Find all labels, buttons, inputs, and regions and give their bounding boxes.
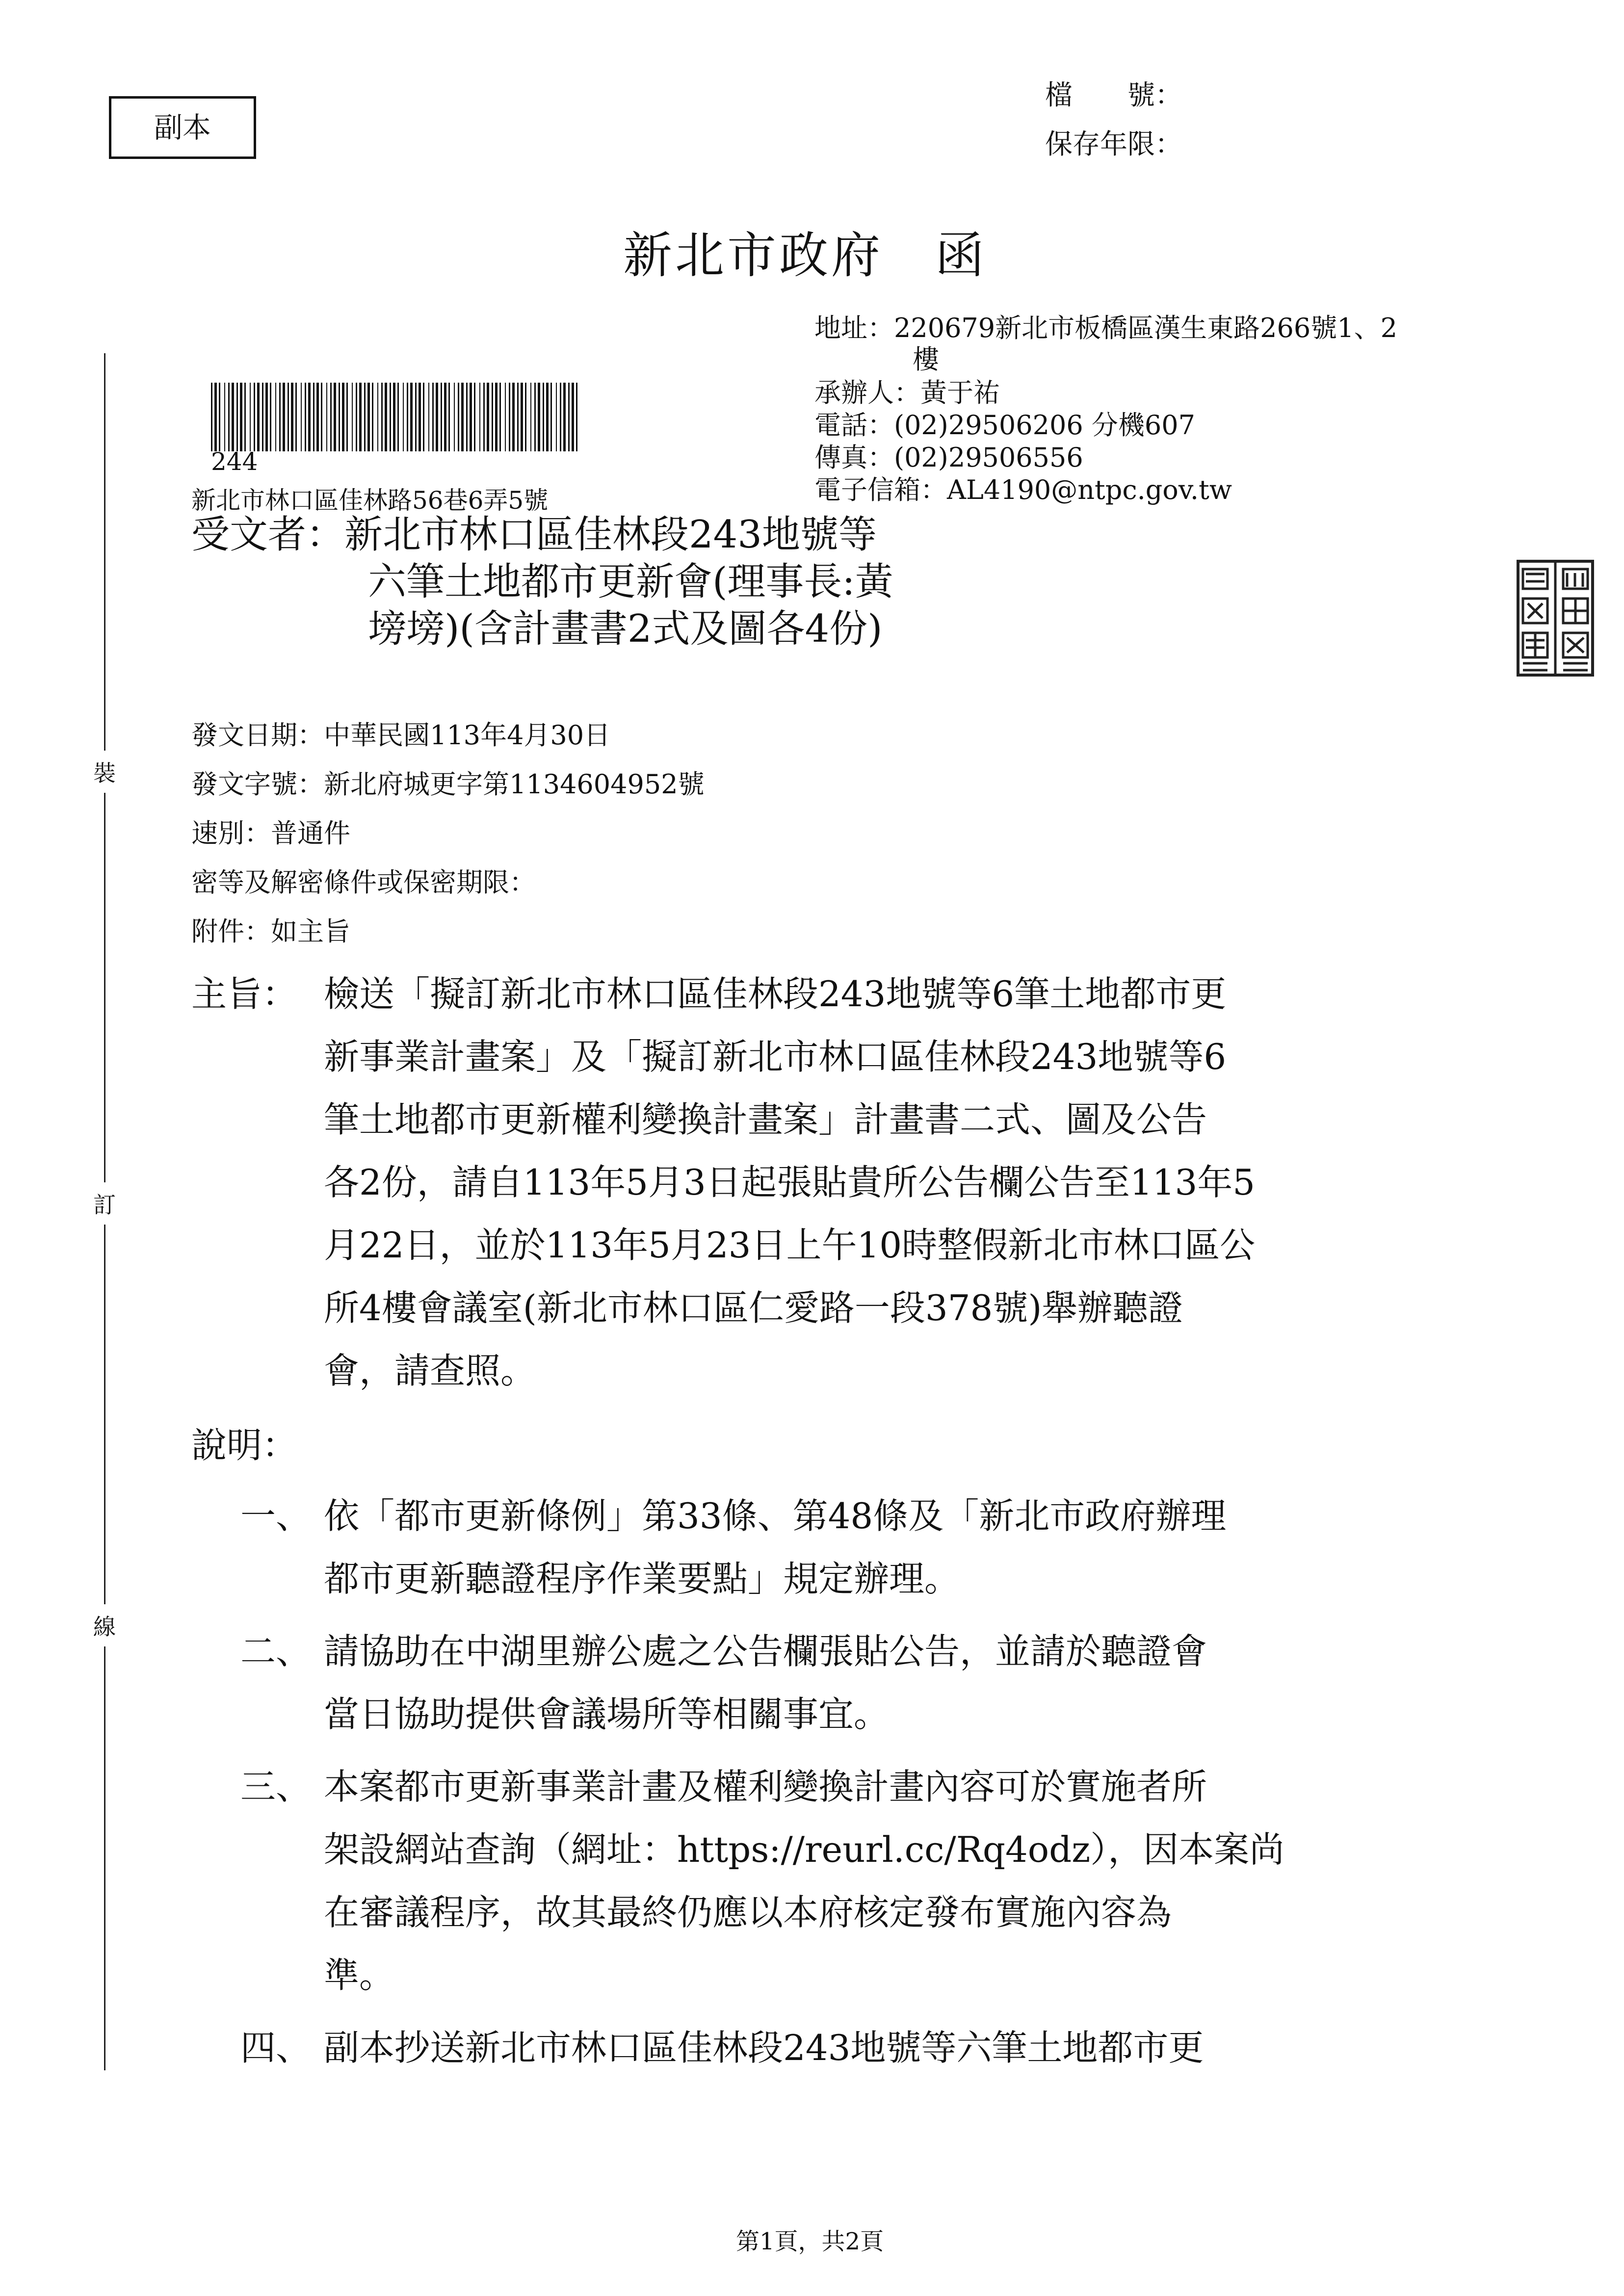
subject-line: 會，請查照。 <box>324 1350 536 1391</box>
explanation-item-number: 二、 <box>240 1631 312 1672</box>
copy-stamp-box: 副本 <box>109 96 256 159</box>
explanation-line: 本案都市更新事業計畫及權利變換計畫內容可於實施者所 <box>324 1766 1207 1807</box>
contact-handler: 承辦人：黃于祐 <box>814 377 1000 408</box>
retention-period-label: 保存年限： <box>1045 129 1182 160</box>
binding-mark: 訂 <box>93 1182 116 1225</box>
subject-line: 所4樓會議室(新北市林口區仁愛路一段378號)舉辦聽證 <box>324 1287 1183 1329</box>
binding-mark: 線 <box>93 1604 116 1646</box>
explanation-item-number: 三、 <box>240 1766 312 1807</box>
document-number: 發文字號：新北府城更字第1134604952號 <box>191 769 705 800</box>
postal-code: 244 <box>211 447 258 476</box>
explanation-line: 準。 <box>324 1955 395 1996</box>
explanation-line: 請協助在中湖里辦公處之公告欄張貼公告，並請於聽證會 <box>324 1631 1207 1672</box>
explanation-line: 當日協助提供會議場所等相關事宜。 <box>324 1694 890 1735</box>
explanation-item-number: 一、 <box>240 1495 312 1537</box>
contact-fax: 傳真：(02)29506556 <box>814 442 1083 473</box>
contact-address-line1: 地址：220679新北市板橋區漢生東路266號1、2 <box>814 313 1397 343</box>
secrecy-level: 密等及解密條件或保密期限： <box>191 867 536 898</box>
subject-line: 各2份，請自113年5月3日起張貼貴所公告欄公告至113年5 <box>324 1162 1256 1203</box>
recipient-line2: 六筆土地都市更新會(理事長:黃 <box>368 560 893 604</box>
contact-email: 電子信箱：AL4190@ntpc.gov.tw <box>814 474 1232 505</box>
subject-line: 新事業計畫案」及「擬訂新北市林口區佳林段243地號等6 <box>324 1036 1227 1077</box>
recipient-line3: 塝塝)(含計畫書2式及圖各4份) <box>368 607 883 651</box>
explanation-line: 都市更新聽證程序作業要點」規定辦理。 <box>324 1558 960 1599</box>
explanation-label: 說明： <box>191 1425 298 1466</box>
issue-date: 發文日期：中華民國113年4月30日 <box>191 720 611 751</box>
subject-line: 檢送「擬訂新北市林口區佳林段243地號等6筆土地都市更 <box>324 973 1227 1015</box>
subject-line: 筆土地都市更新權利變換計畫案」計畫書二式、圖及公告 <box>324 1099 1207 1140</box>
explanation-line: 在審議程序，故其最終仍應以本府核定發布實施內容為 <box>324 1892 1172 1933</box>
recipient-address: 新北市林口區佳林路56巷6弄5號 <box>191 486 549 515</box>
explanation-line: 副本抄送新北市林口區佳林段243地號等六筆土地都市更 <box>324 2027 1204 2068</box>
explanation-item-number: 四、 <box>240 2027 312 2068</box>
page-footer: 第1頁，共2頁 <box>736 2228 884 2255</box>
contact-address-line2: 樓 <box>913 344 939 375</box>
explanation-line: 架設網站查詢（網址：https://reurl.cc/Rq4odz），因本案尚 <box>324 1829 1285 1870</box>
subject-label: 主旨： <box>191 973 298 1015</box>
binding-mark: 裝 <box>93 751 116 793</box>
attachment: 附件：如主旨 <box>191 916 350 947</box>
barcode <box>211 383 584 451</box>
explanation-line: 依「都市更新條例」第33條、第48條及「新北市政府辦理 <box>324 1495 1227 1537</box>
delivery-speed: 速別：普通件 <box>191 818 350 849</box>
document-title: 新北市政府 函 <box>623 227 987 284</box>
subject-line: 月22日，並於113年5月23日上午10時整假新北市林口區公 <box>324 1225 1256 1266</box>
official-seal <box>1516 559 1595 677</box>
recipient-line1: 受文者：新北市林口區佳林段243地號等 <box>191 513 877 557</box>
file-number-label: 檔 號： <box>1045 79 1182 111</box>
contact-phone: 電話：(02)29506206 分機607 <box>814 410 1195 441</box>
